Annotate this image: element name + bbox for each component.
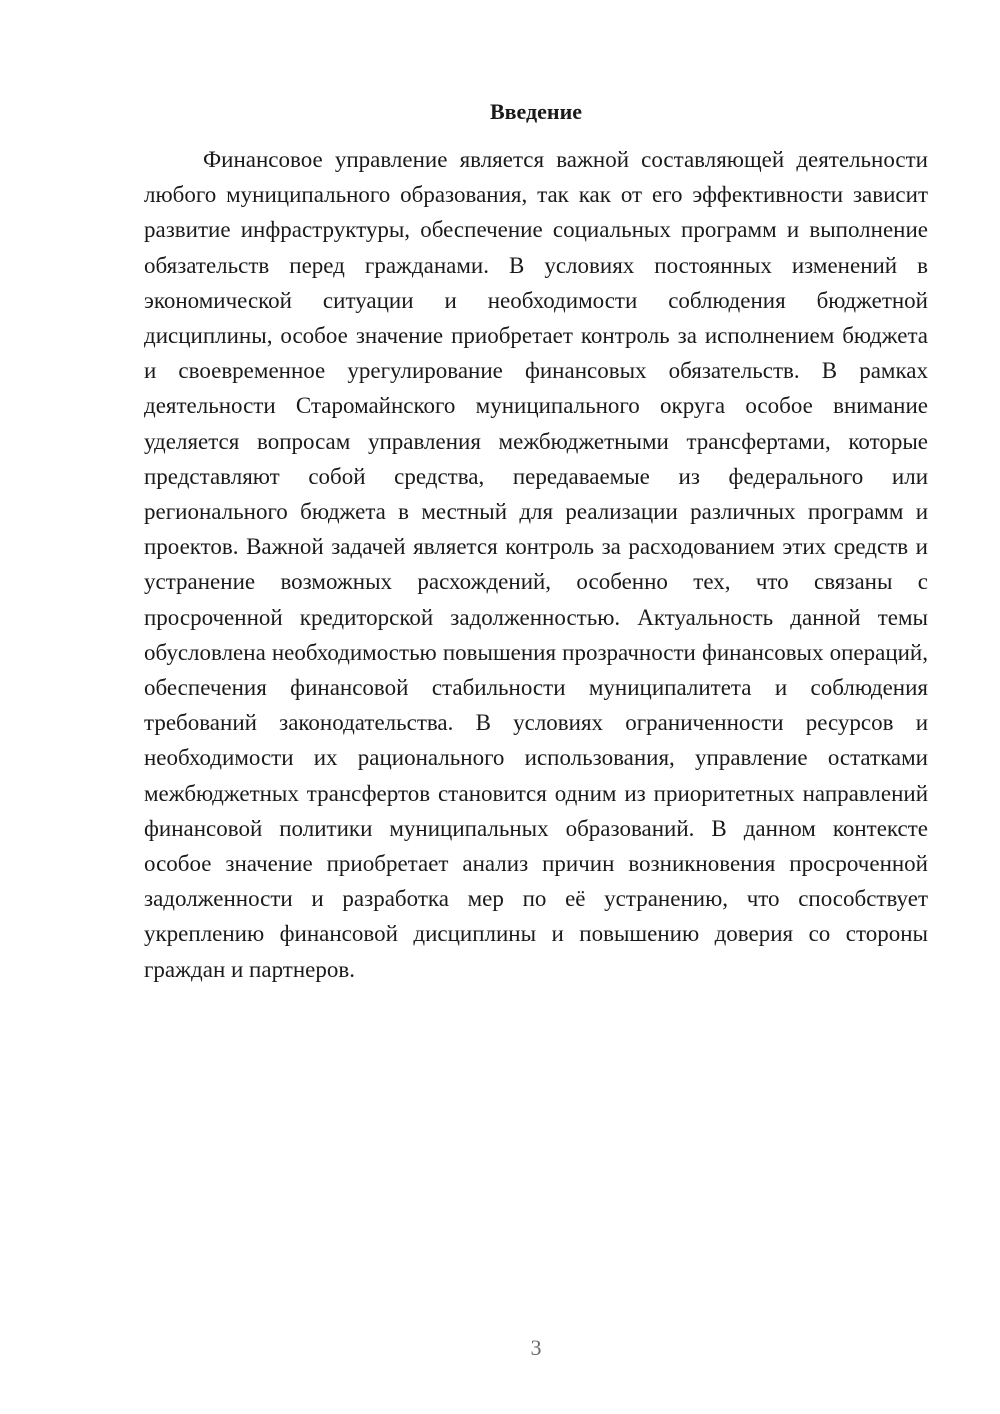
- page-number: 3: [530, 1335, 542, 1360]
- intro-paragraph: Финансовое управление является важной составляющей деятельности любого муниципального образования, так как от его эффективности зависит развитие инфраструктуры, обеспечение социальных программ и выполнение обязательств перед гражданами. В условиях постоянных изменений в экономической ситуации и необходимости соблюдения бюджетной дисциплины, особое значение приобретает контроль за исполнением бюджета и своевременное урегулирование финансовых обязательств. В рамках деятельности Старомайнского муниципального округа особое внимание уделяется вопросам управления межбюджетными трансфертами, которые представляют собой средства, передаваемые из федерального или регионального бюджета в местный для реализации различных программ и проектов. Важной задачей является контроль за расходованием этих средств и устранение возможных расхождений, особенно тех, что связаны с просроченной кредиторской задолженностью. Актуальность данной темы обусловлена необходимостью повышения прозрачности финансовых операций, обеспечения финансовой стабильности муниципалитета и соблюдения требований законодательства. В условиях ограниченности ресурсов и необходимости их рационального использования, управление остатками межбюджетных трансфертов становится одним из приоритетных направлений финансовой политики муниципальных образований. В данном контексте особое значение приобретает анализ причин возникновения просроченной задолженности и разработка мер по её устранению, что способствует укреплению финансовой дисциплины и повышению доверия со стороны граждан и партнеров.: [144, 147, 928, 982]
- section-heading: Введение: [489, 99, 583, 124]
